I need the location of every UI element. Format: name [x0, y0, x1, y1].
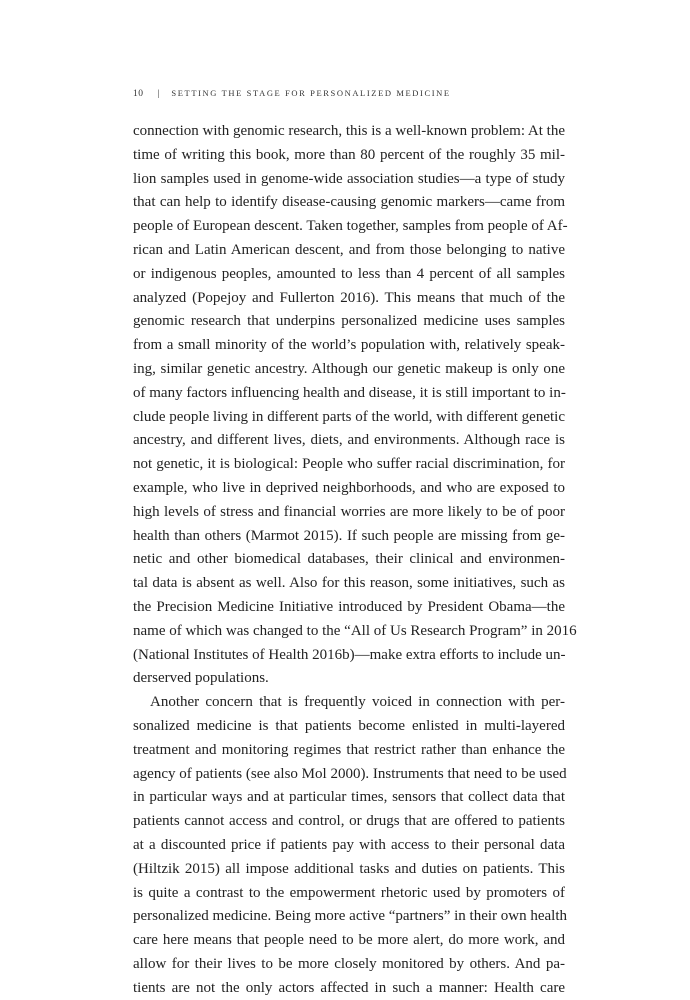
- text-line: derserved populations.: [133, 670, 269, 687]
- text-line: of many factors influencing health and disease, it is still important to in-: [133, 384, 566, 401]
- text-line: (National Institutes of Health 2016b)—make extra efforts to include un-: [133, 646, 566, 663]
- text-line: at a discounted price if patients pay with access to their personal data: [133, 836, 565, 853]
- body-text: [133, 120, 577, 1000]
- text-line: or indigenous peoples, amounted to less than 4 percent of all samples: [133, 265, 565, 282]
- text-line: time of writing this book, more than 80 percent of the roughly 35 mil-: [133, 146, 565, 163]
- header-separator: |: [157, 89, 160, 99]
- text-line: netic and other biomedical databases, their clinical and environmen-: [133, 551, 565, 568]
- text-line: sonalized medicine is that patients become enlisted in multi-layered: [133, 717, 565, 734]
- text-line: agency of patients (see also Mol 2000). Instruments that need to be used: [133, 765, 567, 782]
- text-line: analyzed (Popejoy and Fullerton 2016). This means that much of the: [133, 289, 565, 306]
- text-line: high levels of stress and financial worries are more likely to be of poor: [133, 503, 565, 520]
- text-line: treatment and monitoring regimes that restrict rather than enhance the: [133, 741, 565, 758]
- text-line: connection with genomic research, this is a well-known problem: At the: [133, 123, 565, 139]
- text-line: patients cannot access and control, or drugs that are offered to patients: [133, 813, 565, 830]
- text-line: that can help to identify disease-causing genomic markers—came from: [133, 194, 565, 211]
- text-line: from a small minority of the world’s population with, relatively speak-: [133, 337, 565, 354]
- text-line: rican and Latin American descent, and from those belonging to native: [133, 241, 565, 258]
- running-header: [133, 88, 593, 99]
- text-line: lion samples used in genome-wide association studies—a type of study: [133, 170, 565, 187]
- text-line: is quite a contrast to the empowerment rhetoric used by promoters of: [133, 884, 565, 901]
- text-line: ancestry, and different lives, diets, and environments. Although race is: [133, 432, 565, 449]
- paragraph-2: [133, 691, 565, 1000]
- text-line: in particular ways and at particular times, sensors that collect data that: [133, 789, 565, 806]
- text-line: tal data is absent as well. Also for this reason, some initiatives, such as: [133, 575, 565, 592]
- page-number: 10: [133, 89, 144, 99]
- text-line: health than others (Marmot 2015). If such people are missing from ge-: [133, 527, 565, 544]
- text-line: ing, similar genetic ancestry. Although our genetic makeup is only one: [133, 360, 565, 377]
- text-line: care here means that people need to be more alert, do more work, and: [133, 932, 565, 949]
- text-line: (Hiltzik 2015) all impose additional tasks and duties on patients. This: [133, 860, 565, 877]
- text-line: example, who live in deprived neighborhoods, and who are exposed to: [133, 479, 565, 496]
- paragraph-1: [133, 120, 577, 691]
- text-line: clude people living in different parts of the world, with different genetic: [133, 408, 565, 425]
- text-line: name of which was changed to the “All of Us Research Program” in 2016: [133, 622, 577, 639]
- text-line: genomic research that underpins personalized medicine uses samples: [133, 313, 565, 330]
- running-title: SETTING THE STAGE FOR PERSONALIZED MEDICINE: [171, 88, 451, 98]
- text-line: not genetic, it is biological: People who suffer racial discrimination, for: [133, 456, 565, 473]
- text-line: tients are not the only actors affected in such a manner: Health care: [133, 979, 565, 996]
- text-line: the Precision Medicine Initiative introduced by President Obama—the: [133, 598, 565, 615]
- text-line: people of European descent. Taken together, samples from people of Af-: [133, 218, 568, 235]
- text-line: personalized medicine. Being more active “partners” in their own health: [133, 908, 567, 925]
- text-line: allow for their lives to be more closely monitored by others. And pa-: [133, 955, 565, 972]
- text-line: Another concern that is frequently voiced in connection with per-: [150, 694, 565, 711]
